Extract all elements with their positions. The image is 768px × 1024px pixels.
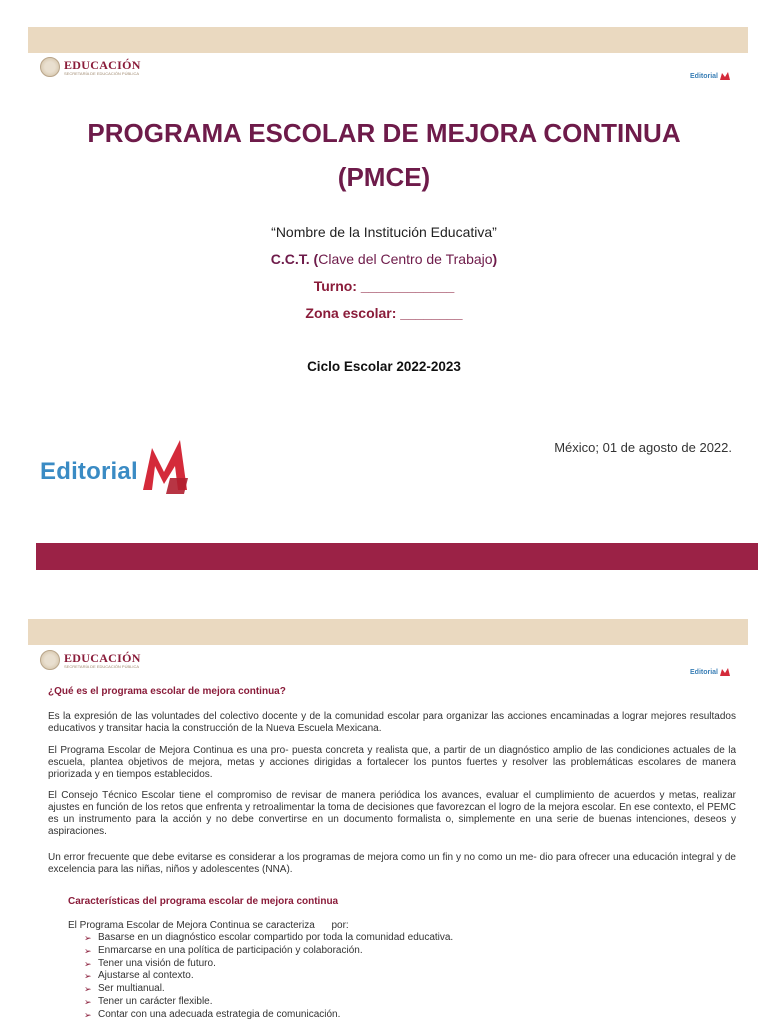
list-item: ➢ Basarse en un diagnóstico escolar compartido por toda la comunidad educativa. (84, 932, 454, 943)
logo-subtext: SECRETARÍA DE EDUCACIÓN PÚBLICA (64, 70, 140, 76)
list-item: ➢ Tener una visión de futuro. (84, 957, 216, 969)
editorial-small-logo (690, 667, 731, 677)
document-title-line1: PROGRAMA ESCOLAR DE MEJORA CONTINUA (87, 118, 681, 148)
cct-line (0, 251, 768, 267)
small-brand-text: Editorial (690, 72, 719, 80)
list-item: ➢ Tener un carácter flexible. (84, 995, 213, 1007)
list-item: ➢ Ajustarse al contexto. (84, 970, 194, 982)
characteristics-list (84, 932, 453, 1022)
logo-text: EDUCACIÓN (64, 650, 141, 665)
paragraph: Un error frecuente que debe evitarse es considerar a los programas de mejora como un fin y no como un me- dio para ofrecer una educación integral y de excelencia para las niñas, niños y adolescentes (NNA). (48, 852, 736, 875)
logo-text: EDUCACIÓN (64, 57, 141, 72)
cct-close: ) (492, 251, 498, 267)
arrow-bullet-icon: ➢ (84, 933, 92, 943)
arrow-bullet-icon: ➢ (84, 996, 92, 1007)
sub-heading: Características del programa escolar de mejora continua (68, 896, 339, 907)
header-band (28, 619, 748, 645)
arrow-bullet-icon: ➢ (84, 958, 92, 969)
logo-subtext: SECRETARÍA DE EDUCACIÓN PÚBLICA (64, 663, 140, 669)
zona-line: Zona escolar: ________ (305, 305, 463, 321)
arrow-bullet-icon: ➢ (84, 945, 92, 956)
arrow-bullet-icon: ➢ (84, 984, 92, 995)
educacion-logo (40, 650, 141, 670)
cct-label: C.C.T. ( (270, 251, 319, 267)
institution-name: “Nombre de la Institución Educativa” (271, 224, 497, 240)
government-seal-icon (40, 650, 60, 670)
cct-value: Clave del Centro de Trabajo (318, 251, 493, 267)
small-brand-text: Editorial (690, 668, 719, 676)
paragraph: El Consejo Técnico Escolar tiene el compromiso de revisar de manera periódica los avances, evaluar el cumplimiento de acuerdos y metas, realizar ajustes en función de los retos que enfrenta y retroalimentar la toma de decisiones que favorezcan el logro de la mejora escolar. En ese contexto, el PEMC es un instrumento para la acción y no debe convertirse en un documento formalista o, simplemente en una serie de buenas intenciones, deseos y aspiraciones. (48, 790, 736, 837)
arrow-bullet-icon: ➢ (84, 1009, 92, 1020)
list-item: ➢ Contar con una adecuada estrategia de comunicación. (84, 1008, 341, 1020)
educacion-logo (40, 57, 141, 77)
section-heading: ¿Qué es el programa escolar de mejora continua? (48, 686, 286, 697)
editorial-big-logo (40, 446, 190, 498)
arrow-bullet-icon: ➢ (84, 971, 92, 982)
document-title-line2: (PMCE) (337, 162, 431, 192)
list-intro: El Programa Escolar de Mejora Continua se caracteriza por: (68, 920, 349, 931)
paragraph: El Programa Escolar de Mejora Continua es una pro- puesta concreta y realista que, a partir de un diagnóstico amplio de las condiciones actuales de la escuela, plantea objetivos de mejora, metas y acciones dirigidas a fortalecer los puntos fuertes y resolver las problemáticas escolares de manera priorizada y en tiempos establecidos. (48, 745, 736, 780)
document-page-2 (0, 590, 768, 1024)
md-logo-icon (719, 667, 731, 677)
list-item: ➢ Ser multianual. (84, 983, 165, 995)
turno-line: Turno: ____________ (313, 278, 455, 294)
ciclo-escolar: Ciclo Escolar 2022-2023 (307, 359, 461, 374)
document-date: México; 01 de agosto de 2022. (554, 440, 732, 455)
footer-band (36, 543, 758, 570)
header-band (28, 27, 748, 53)
paragraph: Es la expresión de las voluntades del colectivo docente y de la comunidad escolar para organizar las acciones encaminadas a lograr mejores resultados educativos y transitar hacia la construcción de la Nueva Escuela Mexicana. (48, 711, 736, 734)
list-item: ➢ Enmarcarse en una política de participación y colaboración. (84, 944, 363, 956)
editorial-small-logo (690, 71, 731, 81)
government-seal-icon (40, 57, 60, 77)
big-brand-text: Editorial (40, 458, 138, 485)
md-logo-icon (140, 438, 190, 498)
md-logo-icon (719, 71, 731, 81)
